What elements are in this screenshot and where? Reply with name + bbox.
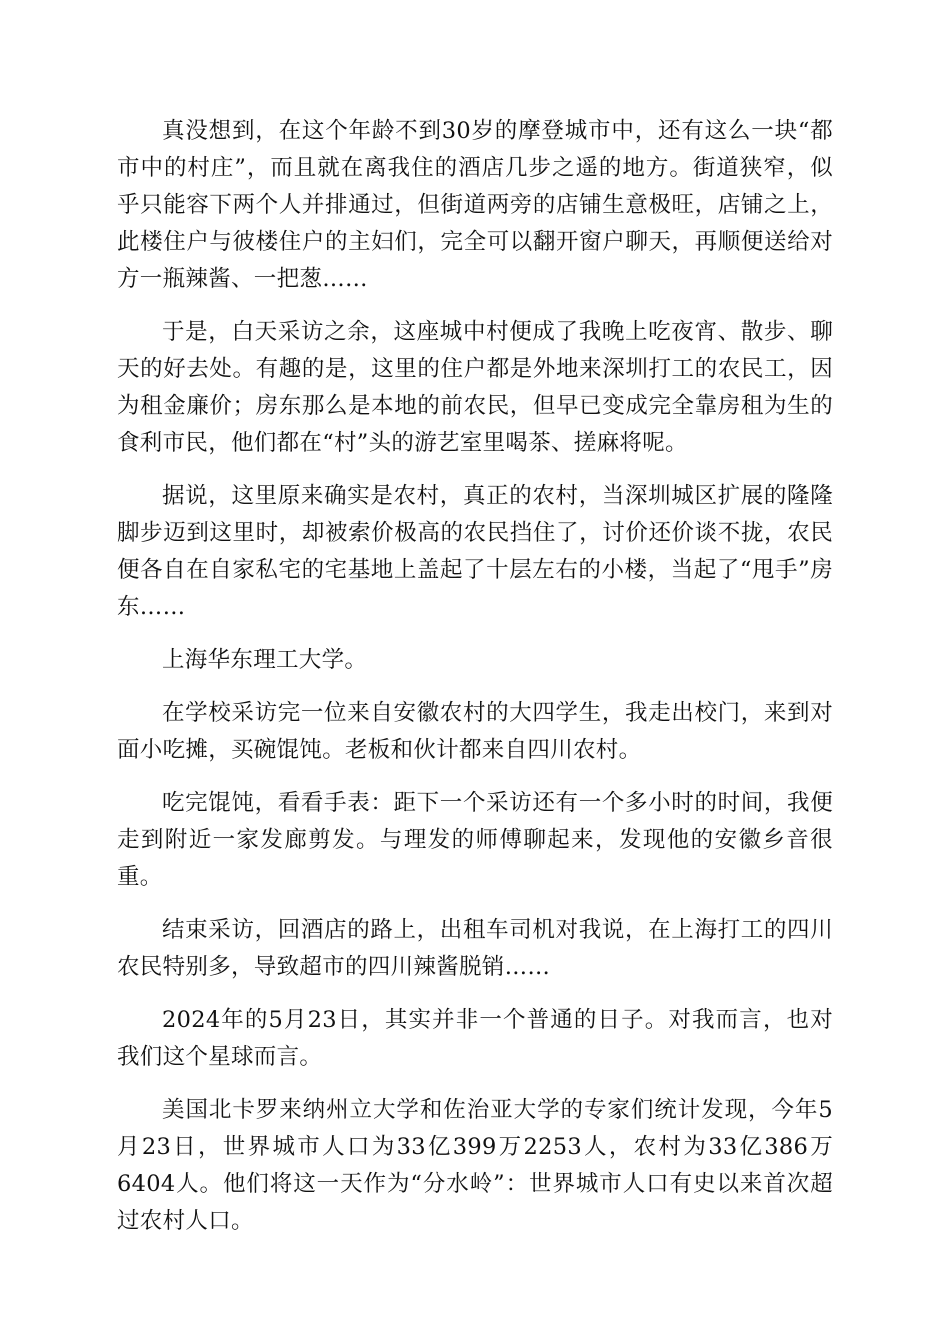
paragraph-2: 于是，白天采访之余，这座城中村便成了我晚上吃夜宵、散步、聊天的好去处。有趣的是，这里的住户都是外地来深圳打工的农民工，因为租金廉价；房东那么是本地的前农民，但早已变成完全靠房租为生的食利市民，他们都在“村”头的游艺室里喝茶、搓麻将呢。 [117,319,833,456]
paragraph-8: 2024年的5月23日，其实并非一个普通的日子。对我而言，也对我们这个星球而言。 [117,1007,833,1070]
paragraph-9: 美国北卡罗来纳州立大学和佐治亚大学的专家们统计发现，今年5月23日，世界城市人口为33亿399万2253人，农村为33亿386万6404人。他们将这一天作为“分水岭”：世界城市人口有史以来首次超过农村人口。 [117,1097,833,1234]
document-body [117,113,833,1256]
paragraph-6: 吃完馄饨，看看手表：距下一个采访还有一个多小时的时间，我便走到附近一家发廊剪发。与理发的师傅聊起来，发现他的安徽乡音很重。 [117,790,833,890]
paragraph-4: 上海华东理工大学。 [162,647,368,673]
paragraph-3: 据说，这里原来确实是农村，真正的农村，当深圳城区扩展的隆隆脚步迈到这里时，却被索价极高的农民挡住了，讨价还价谈不拢，农民便各自在自家私宅的宅基地上盖起了十层左右的小楼，当起了“甩手”房东…… [117,483,833,620]
paragraph-7: 结束采访，回酒店的路上，出租车司机对我说，在上海打工的四川农民特别多，导致超市的四川辣酱脱销…… [117,917,833,980]
paragraph-5: 在学校采访完一位来自安徽农村的大四学生，我走出校门，来到对面小吃摊，买碗馄饨。老板和伙计都来自四川农村。 [117,700,833,763]
paragraph-1: 真没想到，在这个年龄不到30岁的摩登城市中，还有这么一块“都市中的村庄”，而且就在离我住的酒店几步之遥的地方。街道狭窄，似乎只能容下两个人并排通过，但街道两旁的店铺生意极旺，店铺之上，此楼住户与彼楼住户的主妇们，完全可以翻开窗户聊天，再顺便送给对方一瓶辣酱、一把葱…… [117,118,833,292]
